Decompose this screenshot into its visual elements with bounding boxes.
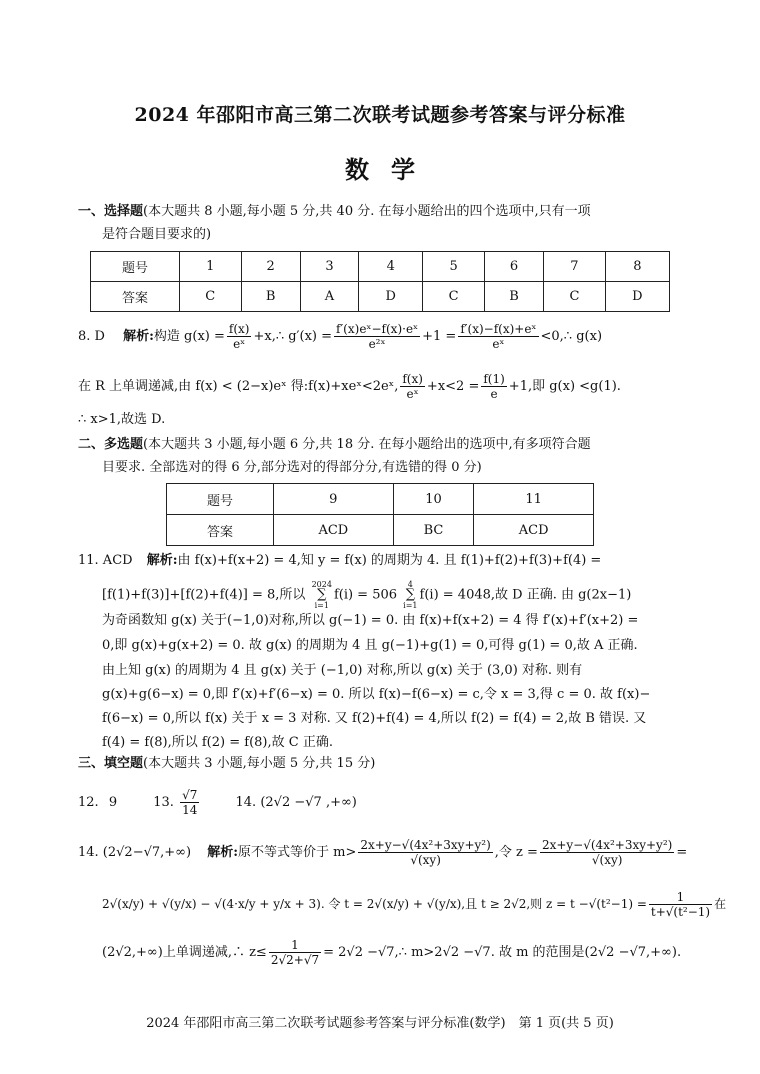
section-3-heading: 三、填空题 — [78, 756, 144, 771]
answer-13-label: 13. — [153, 795, 174, 810]
q11-line-1 — [78, 552, 601, 570]
q11-line-8: f(4) = f(8),所以 f(2) = f(8),故 C 正确. — [102, 735, 333, 750]
q14-text: 原不等式等价于 m> — [238, 845, 357, 860]
fraction-numerator: f(x) — [228, 322, 250, 336]
table-cell: C — [423, 282, 485, 312]
q14-line-2 — [102, 890, 726, 919]
answer-12-value: 9 — [108, 795, 118, 810]
table-cell: D — [605, 282, 669, 312]
fraction-numerator: √7 — [182, 788, 198, 802]
fraction-numerator: f′(x)−f(x)+eˣ — [460, 322, 537, 336]
fraction-numerator: 2x+y−√(4x²+3xy+y²) — [541, 838, 673, 852]
section-1-heading: 一、选择题 — [78, 204, 144, 219]
q14-label: 14. (2√2−√7,+∞) — [78, 845, 192, 860]
table-cell: B — [241, 282, 300, 312]
table-cell: 10 — [393, 484, 474, 515]
fraction-denominator: eˣ — [492, 337, 505, 351]
table-header-cell: 答案 — [91, 282, 180, 312]
sum-upper: 2024 — [311, 580, 332, 589]
q11-line-7: f(6−x) = 0,所以 f(x) 关于 x = 3 对称. 又 f(2)+f(4) = 4,所以 f(2) = f(4) = 2,故 B 错误. 又 — [102, 711, 647, 726]
table-header-cell: 题号 — [167, 484, 274, 515]
q8-text: +1 = — [422, 329, 457, 344]
fraction-denominator: e²ˣ — [368, 337, 386, 351]
fraction-denominator: e — [490, 387, 498, 401]
table-row — [91, 282, 670, 312]
q11-label: 11. ACD — [78, 553, 133, 568]
page-footer: 2024 年邵阳市高三第二次联考试题参考答案与评分标准(数学) 第 1 页(共 5 页) — [146, 1016, 614, 1031]
table-cell: ACD — [474, 515, 594, 546]
fill-answers-line — [78, 788, 357, 817]
q11-line-3: 为奇函数知 g(x) 关于(−1,0)对称,所以 g(−1) = 0. 由 f(x)+f(x+2) = 4 得 f′(x)+f′(x+2) = — [102, 613, 639, 628]
answer-14-value: (2√2 −√7 ,+∞) — [260, 795, 357, 810]
q8-text: +x<2 = — [426, 379, 480, 394]
q11-analysis-label: 解析: — [146, 553, 178, 568]
table-cell: 4 — [359, 252, 423, 282]
fraction-denominator: eˣ — [233, 337, 246, 351]
q14-text: 在 — [714, 897, 727, 911]
q14-text: ,令 z = — [494, 845, 538, 860]
table-row — [167, 515, 594, 546]
q8-line-3: ∴ x>1,故选 D. — [78, 412, 166, 427]
fraction-numerator: f(1) — [483, 372, 505, 386]
section-2-heading: 二、多选题 — [78, 437, 144, 452]
fraction-denominator: eˣ — [406, 387, 419, 401]
fraction-denominator: 14 — [182, 803, 198, 817]
q8-text: <0,∴ g(x) — [540, 329, 603, 344]
section-1-desc-2: 是符合题目要求的) — [102, 227, 212, 242]
q11-line-2 — [102, 580, 631, 610]
table-cell: A — [300, 282, 358, 312]
table-cell: C — [544, 282, 606, 312]
table-header-cell: 答案 — [167, 515, 274, 546]
q11-text: [f(1)+f(3)]+[f(2)+f(4)] = 8,所以 — [102, 587, 306, 603]
table-row — [167, 484, 594, 515]
table-cell: D — [359, 282, 423, 312]
fraction-numerator: f′(x)eˣ−f(x)·eˣ — [336, 322, 419, 336]
subject-title: 数学 — [345, 155, 437, 184]
fraction-numerator: f(x) — [402, 372, 423, 386]
fraction — [358, 838, 492, 867]
q8-text: +x,∴ g′(x) = — [253, 329, 333, 344]
fraction — [481, 372, 506, 401]
table-cell: 1 — [180, 252, 242, 282]
answer-14-label: 14. — [235, 795, 257, 810]
q8-text: +1,即 g(x) <g(1). — [508, 379, 621, 394]
q14-line-1 — [78, 838, 687, 867]
q14-text: (2√2,+∞)上单调递减,∴ z≤ — [102, 945, 267, 960]
table-cell: 2 — [241, 252, 300, 282]
sum-lower: i=1 — [314, 601, 329, 610]
answer-13-fraction — [180, 788, 199, 817]
table-cell: 9 — [274, 484, 394, 515]
q11-text: f(i) = 506 — [333, 587, 398, 603]
table-cell: C — [180, 282, 242, 312]
q8-text: 在 R 上单调递减,由 f(x) < (2−x)eˣ 得:f(x)+xeˣ<2eˣ, — [78, 379, 399, 394]
fraction — [334, 322, 420, 351]
q8-analysis-label: 解析: — [123, 329, 154, 344]
section-2-desc-2: 目要求. 全部选对的得 6 分,部分选对的得部分分,有选错的得 0 分) — [102, 460, 482, 475]
q8-line-1 — [78, 322, 602, 351]
fraction — [540, 838, 674, 867]
sum-upper: 4 — [407, 580, 413, 589]
q11-text: 由 f(x)+f(x+2) = 4,知 y = f(x) 的周期为 4. 且 f(1)+f(2)+f(3)+f(4) = — [177, 553, 602, 568]
fraction-denominator: √(xy) — [591, 853, 623, 867]
q14-line-3 — [102, 938, 681, 967]
q14-text: = — [676, 845, 688, 860]
fraction-numerator: 1 — [649, 890, 712, 905]
sum-lower: i=1 — [403, 601, 418, 610]
multi-answer-table — [166, 483, 594, 546]
fraction — [458, 322, 538, 351]
table-cell: 3 — [300, 252, 358, 282]
document-title: 2024 年邵阳市高三第二次联考试题参考答案与评分标准 — [134, 104, 626, 126]
section-2-desc: (本大题共 3 小题,每小题 6 分,共 18 分. 在每小题给出的选项中,有多项符合题 — [143, 437, 591, 452]
answer-12-label: 12. — [78, 795, 99, 810]
table-cell: ACD — [274, 515, 394, 546]
table-cell: 7 — [544, 252, 606, 282]
fraction-denominator: 2√2+√7 — [270, 953, 320, 967]
fraction — [269, 938, 321, 967]
table-cell: 6 — [484, 252, 543, 282]
summation: 2024 ∑ i=1 — [311, 580, 332, 610]
table-row — [91, 252, 670, 282]
table-cell: 8 — [605, 252, 669, 282]
fraction — [649, 890, 712, 919]
table-cell: 11 — [474, 484, 594, 515]
table-header-cell: 题号 — [91, 252, 180, 282]
choice-answer-table — [90, 251, 670, 312]
table-cell: 5 — [423, 252, 485, 282]
q8-line-2 — [78, 372, 621, 401]
q14-analysis-label: 解析: — [207, 845, 239, 860]
section-1-desc: (本大题共 8 小题,每小题 5 分,共 40 分. 在每小题给出的四个选项中,只有一项 — [143, 204, 591, 219]
q11-line-5: 由上知 g(x) 的周期为 4 且 g(x) 关于 (−1,0) 对称,所以 g(x) 关于 (3,0) 对称. 则有 — [102, 663, 583, 678]
section-1-heading-line — [78, 203, 591, 221]
summation: 4 ∑ i=1 — [403, 580, 418, 610]
fraction — [400, 372, 425, 401]
q11-line-4: 0,即 g(x)+g(x+2) = 0. 故 g(x) 的周期为 4 且 g(−1)+g(1) = 0,可得 g(1) = 0,故 A 正确. — [102, 638, 638, 653]
section-2-heading-line — [78, 436, 591, 454]
section-3-heading-line — [78, 755, 375, 773]
q14-text: = 2√2 −√7,∴ m>2√2 −√7. 故 m 的范围是(2√2 −√7,+∞). — [323, 945, 682, 960]
fraction-denominator: t+√(t²−1) — [650, 905, 711, 919]
section-3-desc: (本大题共 3 小题,每小题 5 分,共 15 分) — [143, 756, 376, 771]
q8-text: 构造 g(x) = — [153, 329, 225, 344]
q14-text: 2√(x/y) + √(y/x) − √(4·x/y + y/x + 3). 令 t = 2√(x/y) + √(y/x),且 t ≥ 2√2,则 z = t −√(t²−1) = — [102, 897, 647, 911]
q11-text: f(i) = 4048,故 D 正确. 由 g(2x−1) — [419, 587, 632, 603]
q8-label: 8. D — [78, 329, 105, 344]
fraction-numerator: 1 — [269, 938, 321, 953]
fraction-denominator: √(xy) — [410, 853, 441, 867]
q11-line-6: g(x)+g(6−x) = 0,即 f′(x)+f′(6−x) = 0. 所以 f(x)−f(6−x) = c,令 x = 3,得 c = 0. 故 f(x)− — [102, 687, 651, 702]
fraction — [227, 322, 252, 351]
fraction-numerator: 2x+y−√(4x²+3xy+y²) — [360, 838, 491, 852]
table-cell: B — [484, 282, 543, 312]
table-cell: BC — [393, 515, 474, 546]
